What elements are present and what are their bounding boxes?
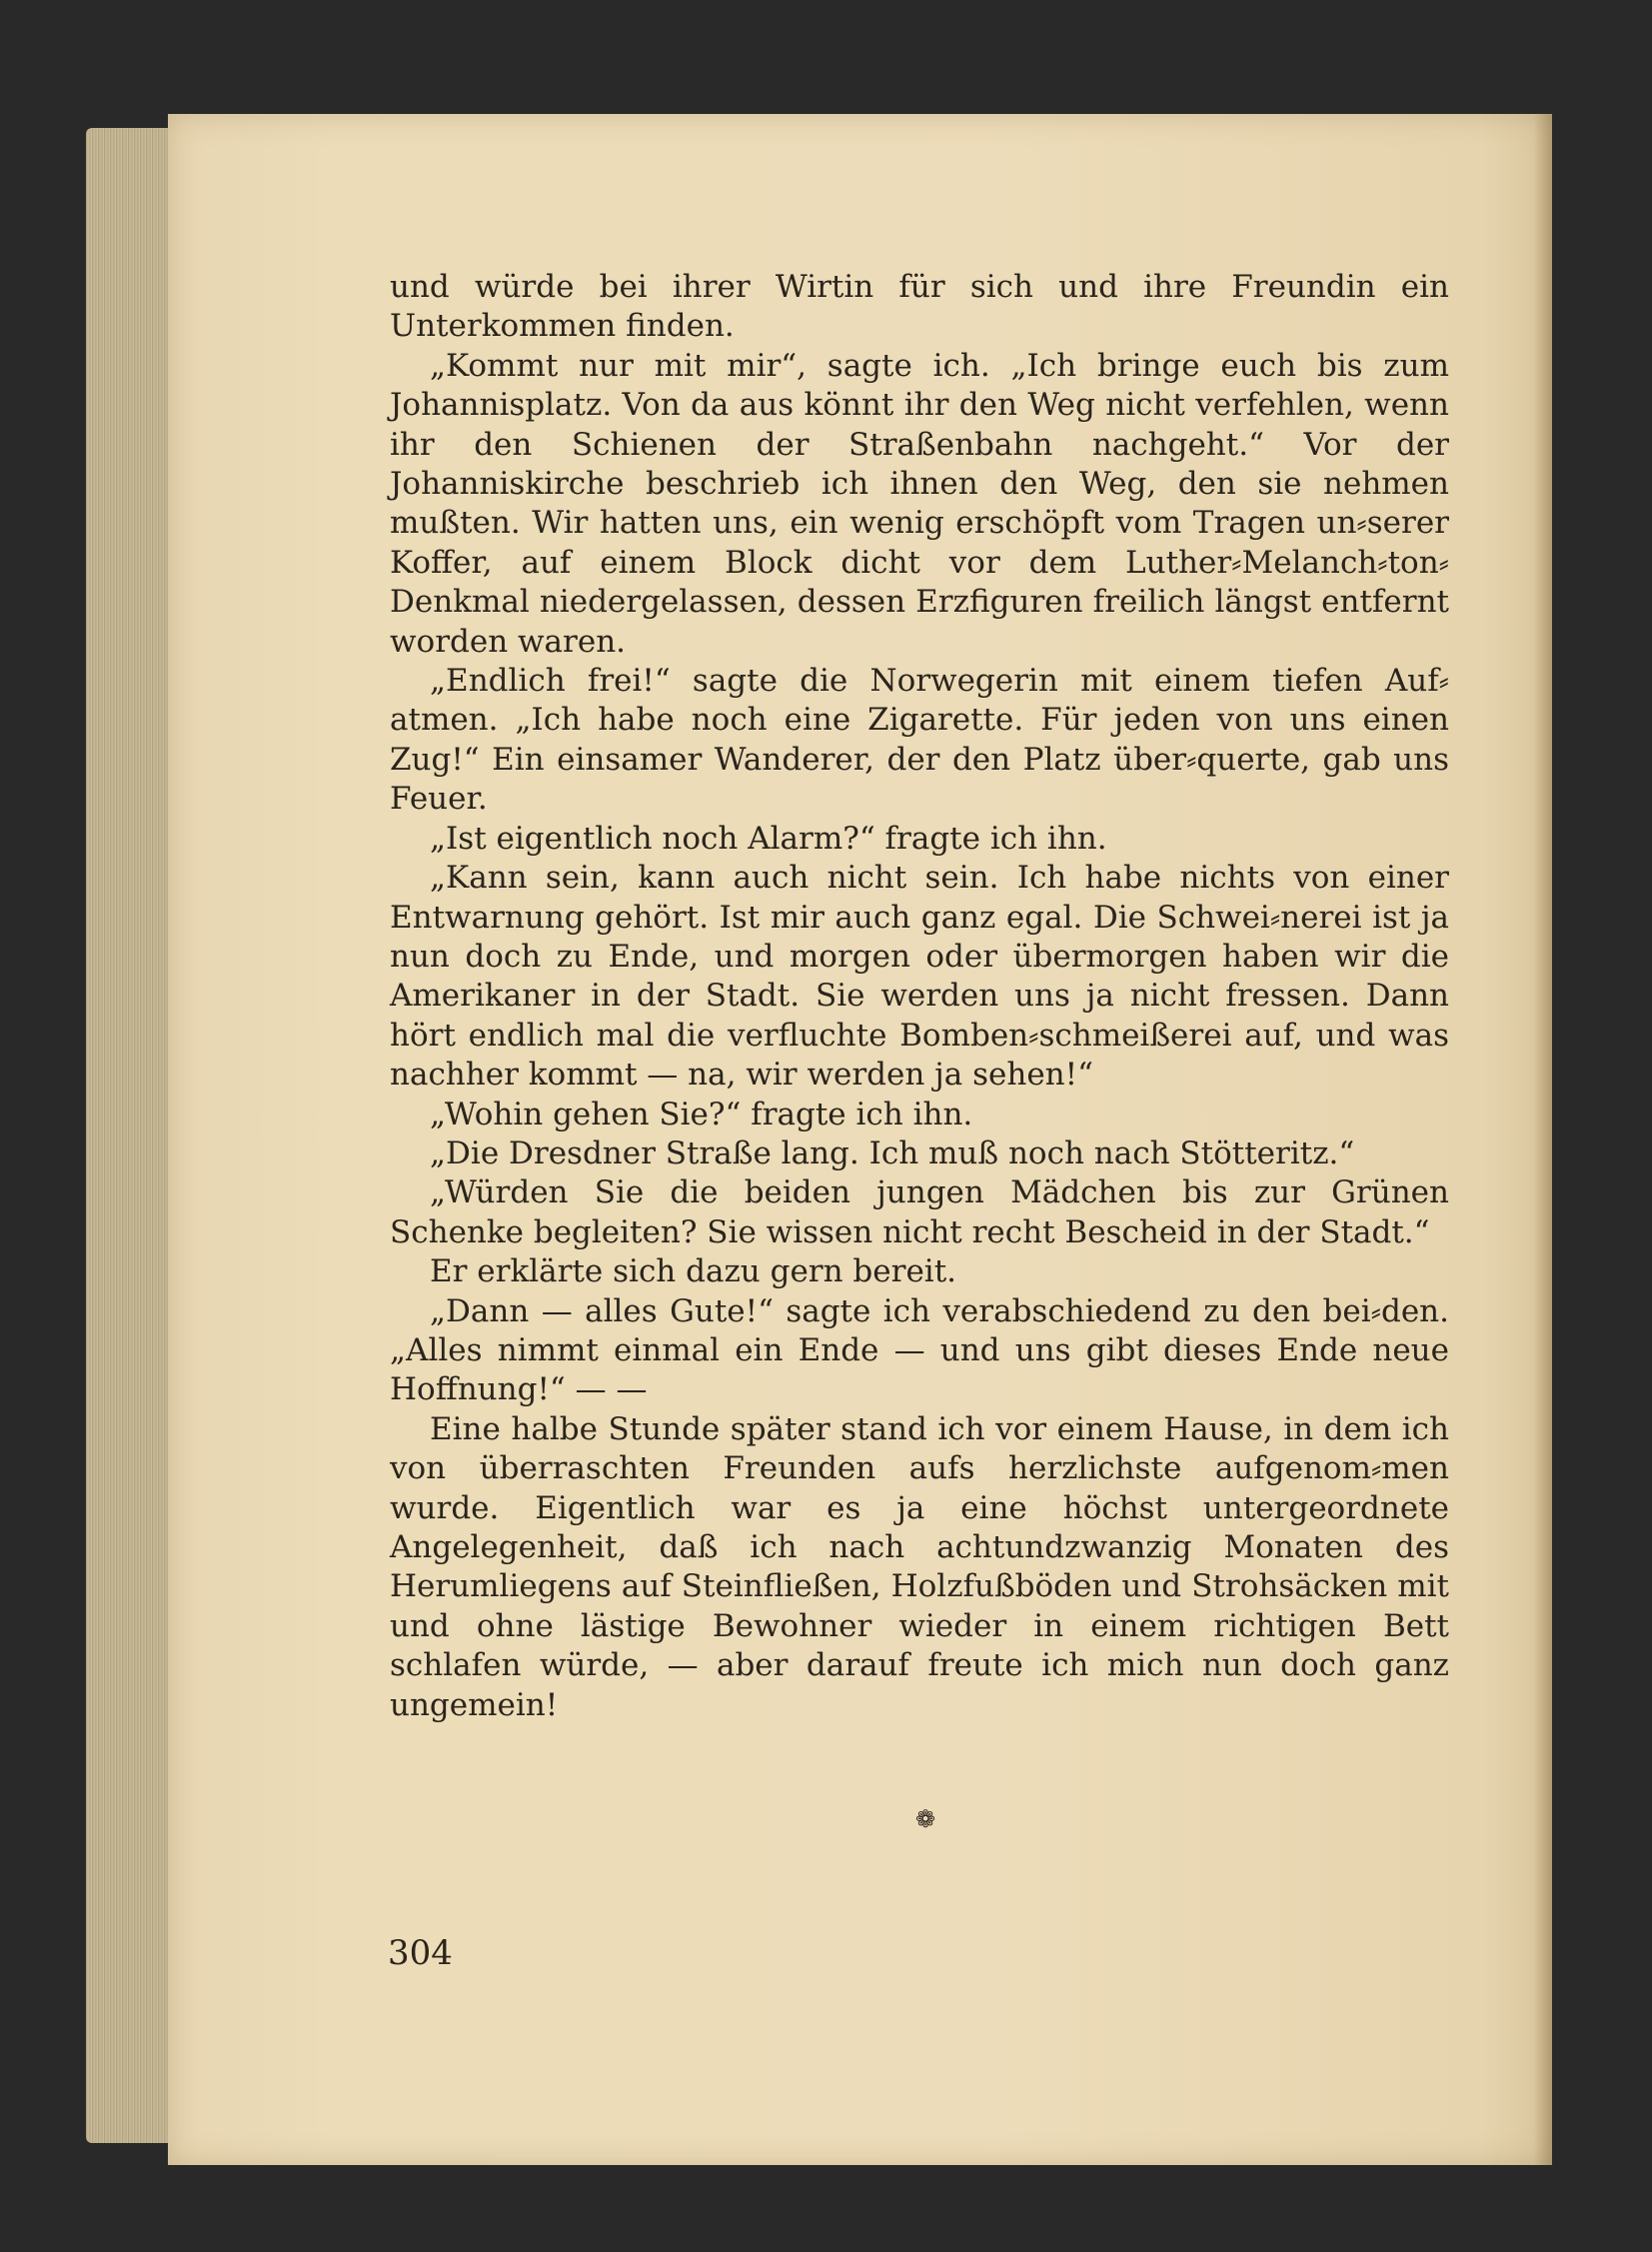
paragraph: „Kommt nur mit mir“, sagte ich. „Ich bringe euch bis zum Johannisplatz. Von da aus könnt ihr den Weg nicht verfehlen, wenn ihr den Schienen der Straßenbahn nachgeht.“ Vor der Johanniskirche beschrieb ich ihnen den Weg, den sie nehmen mußten. Wir hatten uns, ein wenig erschöpft vom Tragen un⸗serer Koffer, auf einem Block dicht vor dem Luther⸗Melanch⸗ton⸗Denkmal niedergelassen, dessen Erzfiguren freilich längst entfernt worden waren. bbox=[390, 347, 1449, 660]
paragraph: „Endlich frei!“ sagte die Norwegerin mit einem tiefen Auf⸗atmen. „Ich habe noch eine Zigarette. Für jeden von uns einen Zug!“ Ein einsamer Wanderer, der den Platz über⸗querte, gab uns Feuer. bbox=[390, 663, 1449, 818]
section-end-ornament-icon: ❁ bbox=[915, 1805, 936, 1833]
paragraph: „Würden Sie die beiden jungen Mädchen bis zur Grünen Schenke begleiten? Sie wissen nicht recht Bescheid in der Stadt.“ bbox=[390, 1174, 1449, 1250]
paragraph: „Wohin gehen Sie?“ fragte ich ihn. bbox=[430, 1096, 973, 1132]
paragraph: „Dann — alles Gute!“ sagte ich verabschiedend zu den bei⸗den. „Alles nimmt einmal ein Ende — und uns gibt dieses Ende neue Hoffnung!“ — — bbox=[390, 1292, 1449, 1408]
page-number: 304 bbox=[388, 1933, 453, 1973]
paragraph: Er erklärte sich dazu gern bereit. bbox=[430, 1253, 957, 1290]
paragraph: Eine halbe Stunde später stand ich vor einem Hause, in dem ich von überraschten Freunden aufs herzlichste aufgenom⸗men wurde. Eigentlich war es ja eine höchst untergeordnete Angelegenheit, daß ich nach achtundzwanzig Monaten des Herumliegens auf Steinfließen, Holzfußböden und Strohsäcken mit und ohne lästige Bewohner wieder in einem richtigen Bett schlafen würde, — aber darauf freute ich mich nun doch ganz ungemein! bbox=[390, 1410, 1449, 1723]
paragraph: und würde bei ihrer Wirtin für sich und ihre Freundin ein Unterkommen finden. bbox=[390, 269, 1449, 345]
page-edges-stack bbox=[86, 128, 176, 2143]
body-text bbox=[390, 268, 1449, 1725]
paragraph: „Die Dresdner Straße lang. Ich muß noch nach Stötteritz.“ bbox=[430, 1134, 1355, 1171]
paragraph: „Ist eigentlich noch Alarm?“ fragte ich ihn. bbox=[430, 820, 1107, 857]
page-gutter-shadow bbox=[1534, 114, 1552, 2165]
paragraph: „Kann sein, kann auch nicht sein. Ich habe nichts von einer Entwarnung gehört. Ist mir auch ganz egal. Die Schwei⸗nerei ist ja nun doch zu Ende, und morgen oder übermorgen haben wir die Amerikaner in der Stadt. Sie werden uns ja nicht fressen. Dann hört endlich mal die verfluchte Bomben⸗schmeißerei auf, und was nachher kommt — na, wir werden ja sehen!“ bbox=[390, 860, 1449, 1094]
